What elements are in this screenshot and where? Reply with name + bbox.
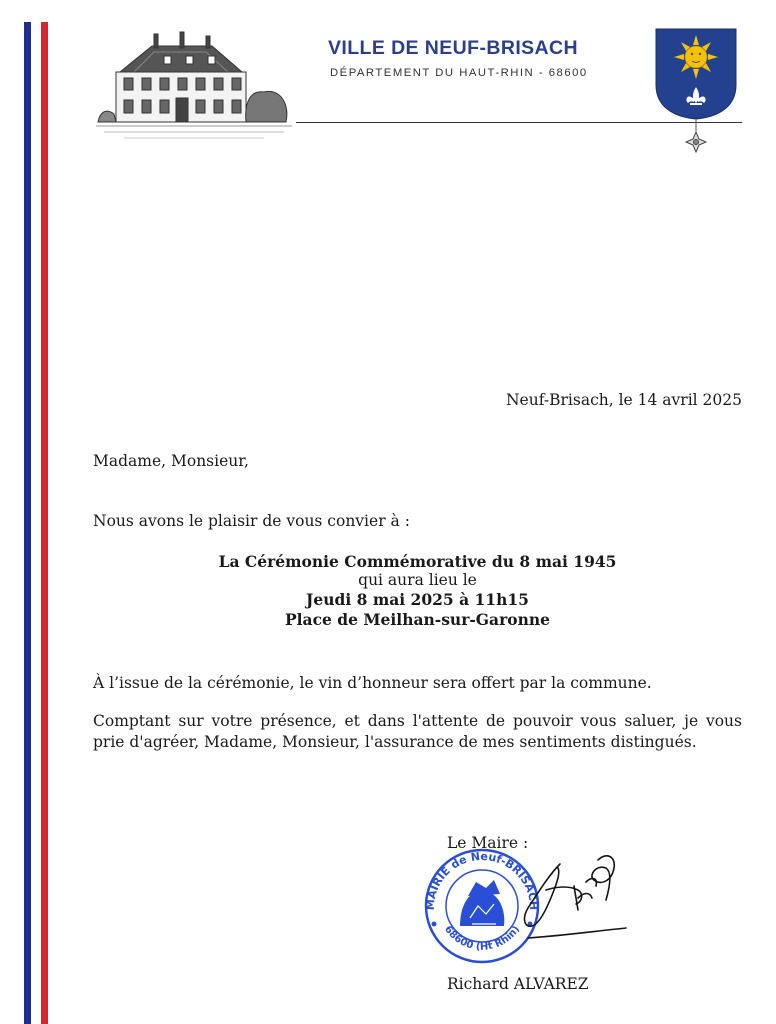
event-datetime: Jeudi 8 mai 2025 à 11h15 xyxy=(306,590,529,609)
flag-stripe-blue xyxy=(24,22,31,1024)
town-name-heading: VILLE DE NEUF-BRISACH xyxy=(328,37,578,59)
event-subtitle: qui aura lieu le xyxy=(358,571,477,589)
salutation: Madame, Monsieur, xyxy=(93,452,249,470)
event-place: Place de Meilhan-sur-Garonne xyxy=(285,610,550,629)
closing-paragraph: Comptant sur votre présence, et dans l'attente de pouvoir vous saluer, je vous prie d'agréer, Madame, Monsieur, l'assurance de mes sentiments distingués. xyxy=(93,712,742,751)
after-ceremony-paragraph: À l’issue de la cérémonie, le vin d’honneur sera offert par la commune. xyxy=(93,674,652,692)
intro-paragraph: Nous avons le plaisir de vous convier à : xyxy=(93,512,410,530)
event-title: La Cérémonie Commémorative du 8 mai 1945 xyxy=(218,552,617,571)
letter-date: Neuf-Brisach, le 14 avril 2025 xyxy=(505,391,742,409)
town-hall-engraving-icon xyxy=(94,30,294,146)
stamp-text-bottom: 68600 (Ht Rhin) xyxy=(441,923,523,953)
stamp-text-top: MAIRIE de Neuf-BRISACH xyxy=(423,849,541,911)
flag-stripe-red xyxy=(41,22,48,1024)
signature-icon xyxy=(488,846,648,950)
mayor-title: Le Maire : xyxy=(447,834,529,852)
department-line: DÉPARTEMENT DU HAUT-RHIN - 68600 xyxy=(330,67,588,79)
coat-of-arms-icon xyxy=(652,27,742,157)
mayor-name: Richard ALVAREZ xyxy=(447,975,589,993)
